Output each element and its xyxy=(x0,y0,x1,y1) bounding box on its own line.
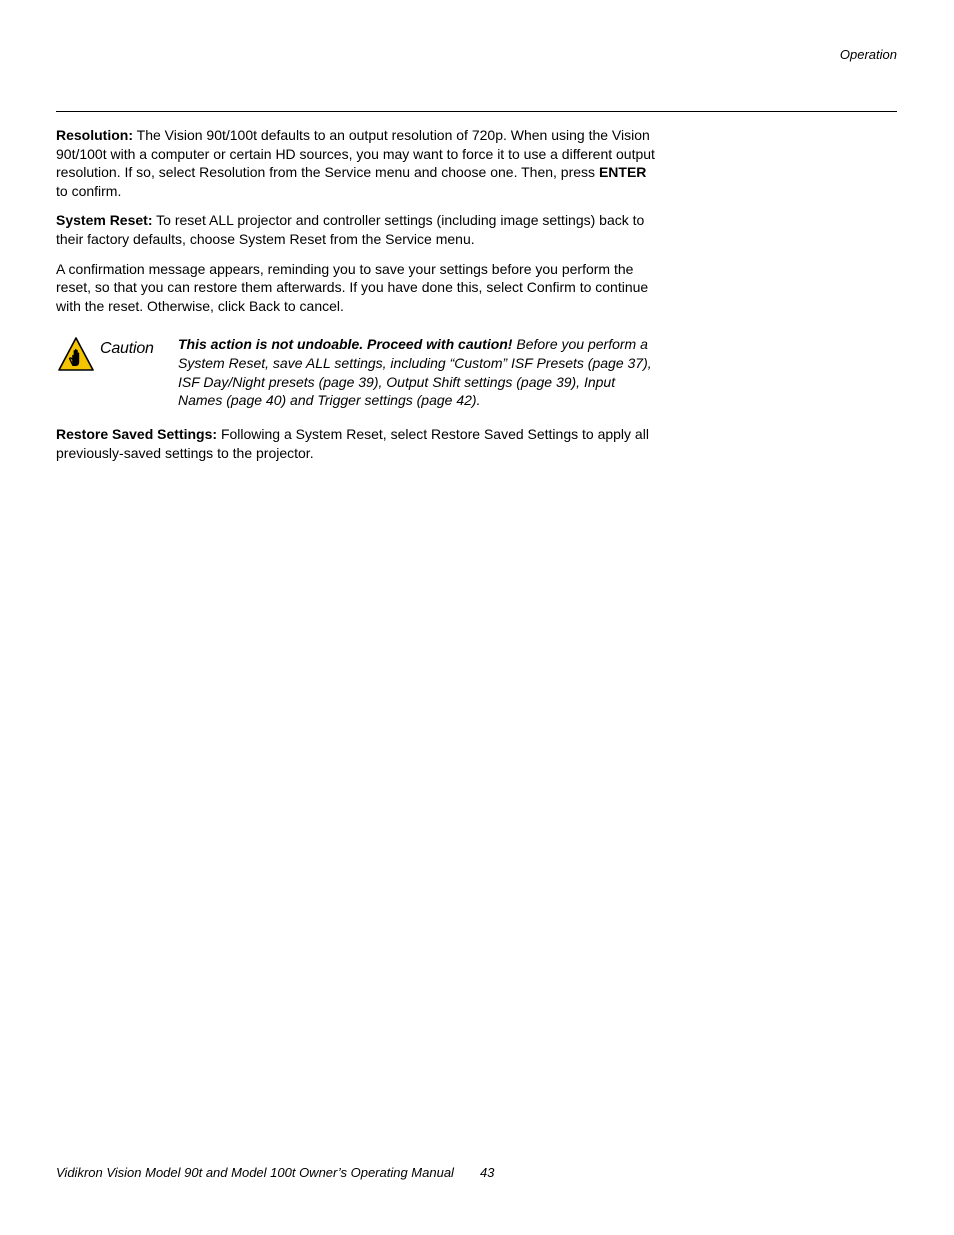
caution-label: Caution xyxy=(100,340,154,358)
system-reset-paragraph xyxy=(56,211,661,248)
page-number: 43 xyxy=(479,1165,495,1180)
header-rule xyxy=(56,111,897,112)
caution-text xyxy=(178,335,658,409)
caution-hand-icon xyxy=(58,337,94,371)
system-reset-term: System Reset: xyxy=(56,212,153,229)
page-footer xyxy=(56,1165,494,1180)
footer-title: Vidikron Vision Model 90t and Model 100t Owner’s Operating Manual xyxy=(56,1165,454,1180)
page-content xyxy=(56,126,661,474)
resolution-text-end: to confirm. xyxy=(56,182,122,199)
restore-term: Restore Saved Settings: xyxy=(56,426,218,443)
resolution-paragraph xyxy=(56,126,661,200)
resolution-text: The Vision 90t/100t defaults to an output resolution of 720p. When using the Vision 90t/100t with a computer or certain HD sources, you may want to force it to use a different output resolution. If so, select Resolution from the Service menu and choose one. Then, press xyxy=(56,127,655,181)
restore-text: Following a System Reset, select Restore Saved Settings to apply all previously-saved settings to the projector. xyxy=(56,426,649,461)
caution-body: Before you perform a System Reset, save ALL settings, including “Custom” ISF Presets (page 37), ISF Day/Night presets (page 39), Output Shift settings (page 39), Input Names (page 40) and Trigger settings (page 42). xyxy=(178,336,652,409)
caution-block xyxy=(56,335,661,411)
enter-key-label: ENTER xyxy=(598,164,647,181)
running-header: Operation xyxy=(839,47,897,62)
confirmation-paragraph: A confirmation message appears, reminding you to save your settings before you perform the reset, so that you can restore them afterwards. If you have done this, select Confirm to continue with the reset. Otherwise, click Back to cancel. xyxy=(56,260,649,314)
restore-paragraph xyxy=(56,425,661,462)
resolution-term: Resolution: xyxy=(56,127,133,143)
caution-lead: This action is not undoable. Proceed with caution! xyxy=(178,336,513,353)
system-reset-text: To reset ALL projector and controller settings (including image settings) back to their factory defaults, choose System Reset from the Service menu. xyxy=(56,212,645,247)
